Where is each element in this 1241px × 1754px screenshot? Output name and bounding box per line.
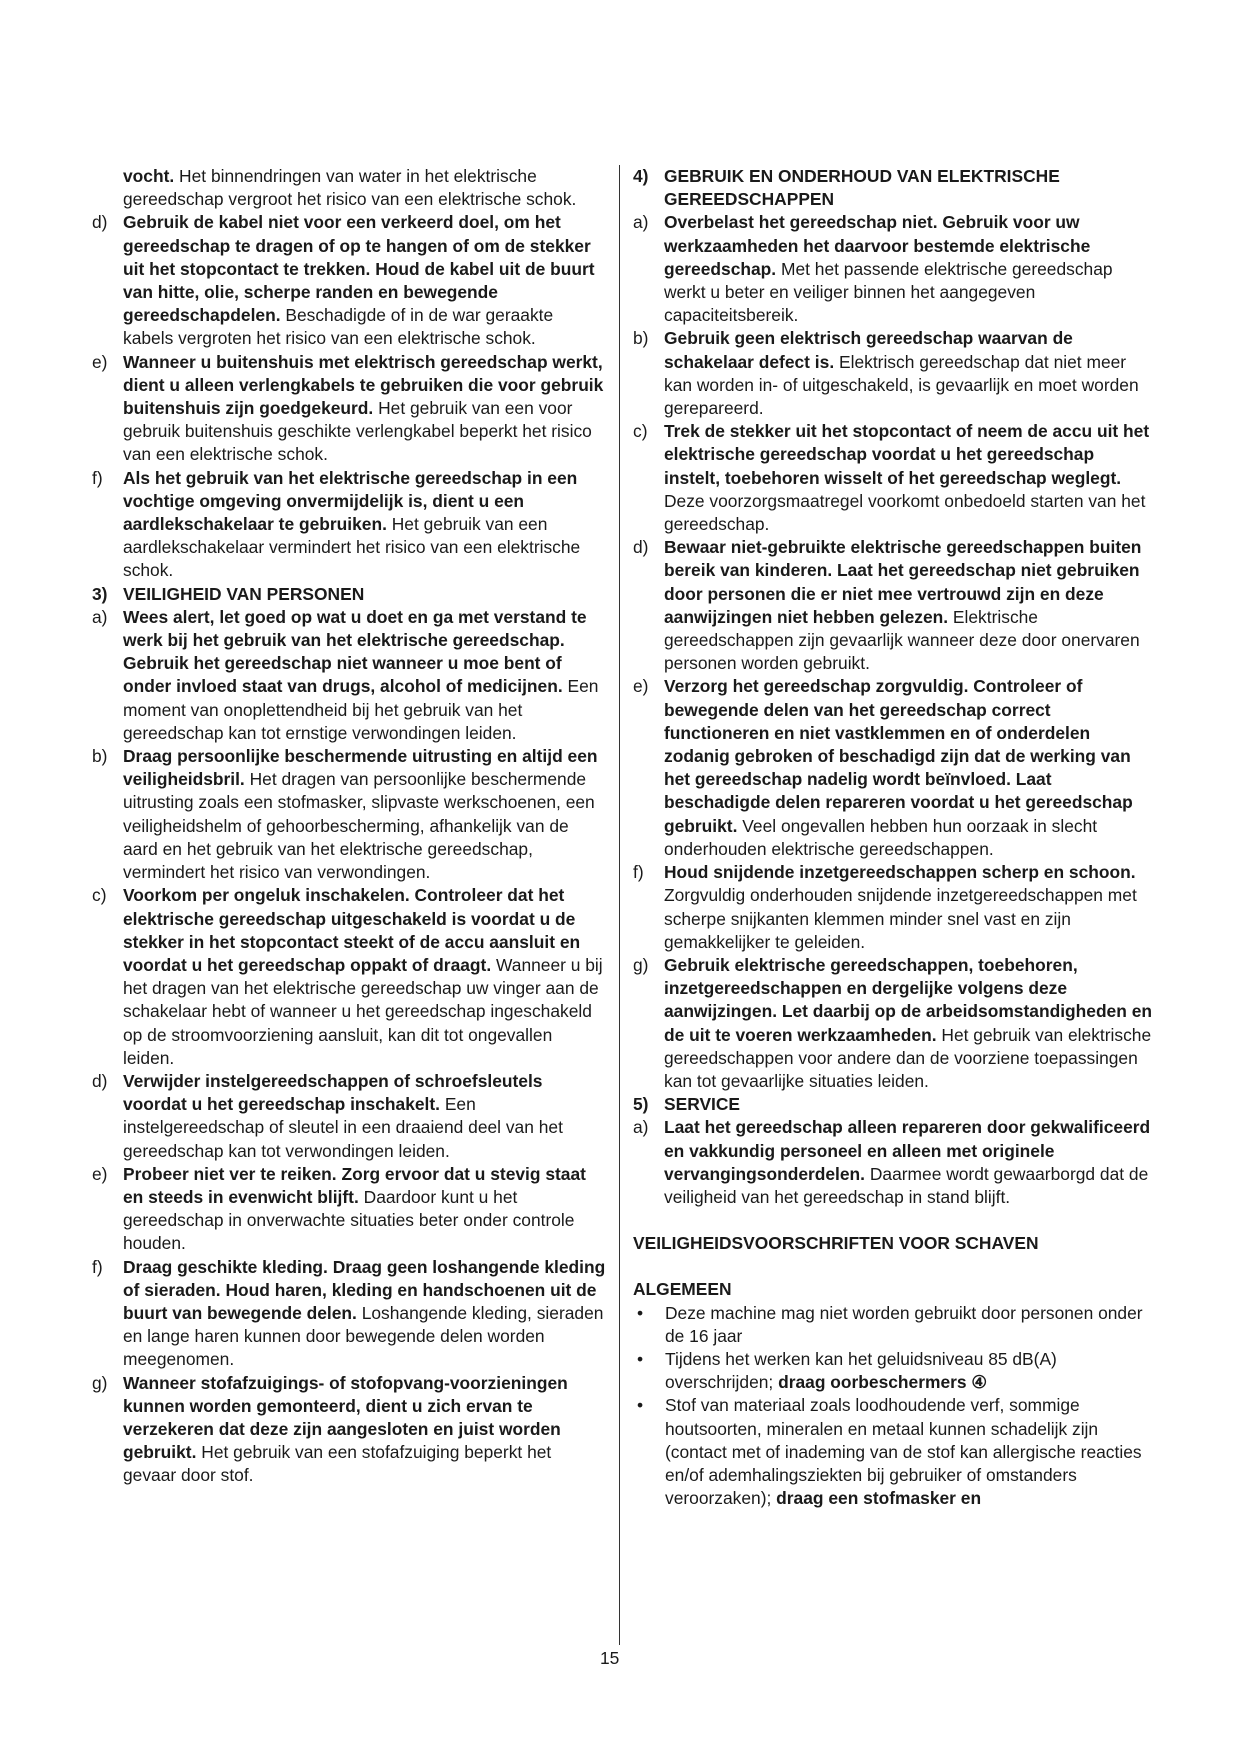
item-3a-alert: a) Wees alert, let goed op wat u doet en ga met verstand te werk bij het gebruik van het elektrische gereedschap. Gebruik het gereedschap niet wanneer u moe bent of onder invloed staat van drugs, alcohol of medicijnen. Een moment van onoplettendheid bij het gebruik van het gereedschap kan tot ernstige verwondingen leiden. <box>92 606 599 743</box>
item-3b-protection: b) Draag persoonlijke beschermende uitrusting en altijd een veiligheidsbril. Het dragen van persoonlijke beschermende uitrusting zoals een stofmasker, slipvaste werkschoenen, een veiligheidshelm of gehoorbescherming, afhankelijk van de aard en het gebruik van het elektrische gereedschap, vermindert het risico van verwondingen. <box>92 746 598 883</box>
spacer <box>633 1209 1153 1232</box>
item-3c-switching: c) Voorkom per ongeluk inschakelen. Controleer dat het elektrische gereedschap uitgeschakeld is voordat u de stekker in het stopcontact steekt of de accu aansluit en voordat u het gereedschap oppakt of draagt. Wanneer u bij het dragen van het elektrische gereedschap uw vinger aan de schakelaar hebt of wanneer u het gereedschap ingeschakeld op de stroomvoorziening aansluit, kan dit tot ongevallen leiden. <box>92 885 603 1068</box>
item-4b-switch: b) Gebruik geen elektrisch gereedschap waarvan de schakelaar defect is. Elektrisch gereedschap dat niet meer kan worden in- of uitgeschakeld, is gevaarlijk en moet worden gerepareerd. <box>633 328 1139 419</box>
item-4a-overload: a) Overbelast het gereedschap niet. Gebruik voor uw werkzaamheden het daarvoor bestemde elektrische gereedschap. Met het passende elektrische gereedschap werkt u beter en veiliger binnen het aangegeven capaciteitsbereik. <box>633 212 1113 326</box>
item-4e-maintenance: e) Verzorg het gereedschap zorgvuldig. Controleer of bewegende delen van het gereedschap correct functioneren en niet vastklemmen en of onderdelen zodanig gebroken of beschadigd zijn dat de werking van het gereedschap nadelig wordt beïnvloed. Laat beschadigde delen repareren voordat u het gereedschap gebruikt. Veel ongevallen hebben hun oorzaak in slecht onderhouden elektrische gereedschappen. <box>633 676 1133 859</box>
item-5a-repair: a) Laat het gereedschap alleen repareren door gekwalificeerd en vakkundig personeel en alleen met originele vervangingsonderdelen. Daarmee wordt gewaarborgd dat de veiligheid van het gereedschap in stand blijft. <box>633 1117 1151 1207</box>
page-number: 15 <box>600 1648 620 1668</box>
item-e-outdoor: e) Wanneer u buitenshuis met elektrisch gereedschap werkt, dient u alleen verlengkabels te gebruiken die voor gebruik buitenshuis zijn goedgekeurd. Het gebruik van een voor gebruik buitenshuis geschikte verlengkabel beperkt het risico van een elektrische schok. <box>92 351 604 465</box>
bullet-dust: • Stof van materiaal zoals loodhoudende verf, sommige houtsoorten, mineralen en metaal kunnen schadelijk zijn (contact met of inademing van de stof kan allergische reacties en/of ademhalingsziekten bij gebruiker of omstanders veroorzaken); draag een stofmasker en <box>637 1395 1142 1509</box>
section-5-heading: 5) SERVICE <box>633 1094 741 1115</box>
item-3f-clothing: f) Draag geschikte kleding. Draag geen loshangende kleding of sieraden. Houd haren, kleding en handschoenen uit de buurt van bewegende delen. Loshangende kleding, sieraden en lange haren kunnen door bewegende delen worden meegenomen. <box>92 1256 606 1370</box>
section-3-heading: 3) VEILIGHEID VAN PERSONEN <box>92 583 365 604</box>
general-title: ALGEMEEN <box>633 1279 732 1300</box>
left-column <box>92 165 608 1488</box>
right-column <box>633 165 1153 1510</box>
item-4d-storage: d) Bewaar niet-gebruikte elektrische gereedschappen buiten bereik van kinderen. Laat het gereedschap niet gebruiken door personen die er niet mee vertrouwd zijn en deze aanwijzingen niet hebben gelezen. Elektrische gereedschappen zijn gevaarlijk wanneer deze door onervaren personen worden gebruikt. <box>633 537 1142 674</box>
item-3d-tools: d) Verwijder instelgereedschappen of schroefsleutels voordat u het gereedschap inschakelt. Een instelgereedschap of sleutel in een draaiend deel van het gereedschap kan tot verwondingen leiden. <box>92 1070 563 1161</box>
item-3g-dust: g) Wanneer stofafzuigings- of stofopvang-voorzieningen kunnen worden gemonteerd, dient u zich ervan te verzekeren dat deze zijn aangesloten en juist worden gebruikt. Het gebruik van een stofafzuiging beperkt het gevaar door stof. <box>92 1372 568 1486</box>
column-divider <box>619 165 620 1645</box>
safety-planing-title: VEILIGHEIDSVOORSCHRIFTEN VOOR SCHAVEN <box>633 1233 1039 1254</box>
section-4-heading: 4) GEBRUIK EN ONDERHOUD VAN ELEKTRISCHE GEREEDSCHAPPEN <box>633 166 1060 210</box>
item-c-continuation: vocht. Het binnendringen van water in het elektrische gereedschap vergroot het risico van een elektrische schok. <box>123 166 577 210</box>
spacer <box>633 1255 1153 1278</box>
item-d-cable: d) Gebruik de kabel niet voor een verkeerd doel, om het gereedschap te dragen of op te hangen of om de stekker uit het stopcontact te trekken. Houd de kabel uit de buurt van hitte, olie, scherpe randen en bewegende gereedschapdelen. Beschadigde of in de war geraakte kabels vergroten het risico van een elektrische schok. <box>92 212 595 349</box>
bullet-noise: • Tijdens het werken kan het geluidsniveau 85 dB(A) overschrijden; draag oorbeschermers ④ <box>637 1348 1057 1393</box>
bullet-age: • Deze machine mag niet worden gebruikt door personen onder de 16 jaar <box>637 1302 1143 1346</box>
item-4g-instructions: g) Gebruik elektrische gereedschappen, toebehoren, inzetgereedschappen en dergelijke volgens deze aanwijzingen. Let daarbij op de arbeidsomstandigheden en de uit te voeren werkzaamheden. Het gebruik van elektrische gereedschappen voor andere dan de voorziene toepassingen kan tot gevaarlijke situaties leiden. <box>633 954 1152 1091</box>
item-3e-reach: e) Probeer niet ver te reiken. Zorg ervoor dat u stevig staat en steeds in evenwicht blijft. Daardoor kunt u het gereedschap in onverwachte situaties beter onder controle houden. <box>92 1163 586 1254</box>
item-4c-unplug: c) Trek de stekker uit het stopcontact of neem de accu uit het elektrische gereedschap voordat u het gereedschap instelt, toebehoren wisselt of het gereedschap weglegt. Deze voorzorgsmaatregel voorkomt onbedoeld starten van het gereedschap. <box>633 421 1150 535</box>
item-f-humid: f) Als het gebruik van het elektrische gereedschap in een vochtige omgeving onvermijdelijk is, dient u een aardlekschakelaar te gebruiken. Het gebruik van een aardlekschakelaar vermindert het risico van een elektrische schok. <box>92 467 581 581</box>
item-4f-sharp: f) Houd snijdende inzetgereedschappen scherp en schoon. Zorgvuldig onderhouden snijdende inzetgereedschappen met scherpe snijkanten klemmen minder snel vast en zijn gemakkelijker te geleiden. <box>633 862 1137 952</box>
